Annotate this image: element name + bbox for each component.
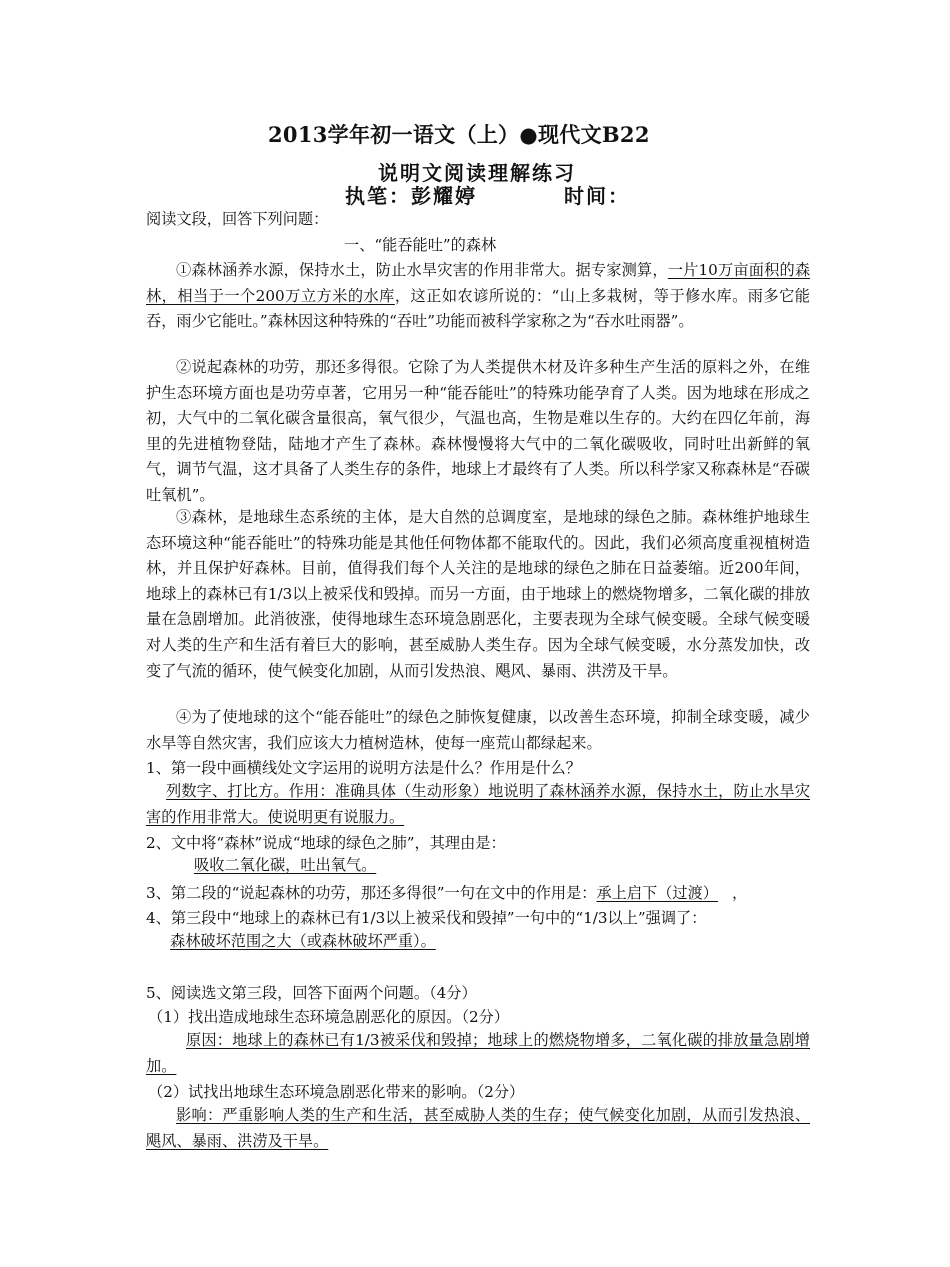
answer-1: 列数字、打比方。作用：准确具体（生动形象）地说明了森林涵养水源，保持水土，防止水旱灾害的作用非常大。使说明更有说服力。 — [146, 782, 810, 826]
answer-4: 森林破坏范围之大（或森林破坏严重）。 — [170, 932, 436, 950]
answer-5-part-2: 影响：严重影响人类的生产和生活，甚至威胁人类的生存；使气候变化加剧，从而引发热浪、飓风、暴雨、洪涝及干旱。 — [146, 1106, 810, 1150]
article-paragraph-4: ④为了使地球的这个“能吞能吐”的绿色之肺恢复健康，以改善生态环境，抑制全球变暖，减少水旱等自然灾害，我们应该大力植树造林，使每一座荒山都绿起来。 — [146, 708, 810, 752]
question-1: 1、第一段中画横线处文字运用的说明方法是什么？作用是什么？ — [146, 759, 581, 777]
answer-5-part-1: 原因：地球上的森林已有1/3被采伐和毁掉；地球上的燃烧物增多，二氧化碳的排放量急剧增加。 — [146, 1031, 810, 1075]
instruction-text: 阅读文段，回答下列问题： — [146, 210, 329, 228]
answer-2: 吸收二氧化碳，吐出氧气。 — [194, 856, 377, 874]
question-3: 3、第二段的“说起森林的功劳，那还多得很”一句在文中的作用是：承上启下（过渡） ， — [146, 884, 748, 902]
answer-3: 承上启下（过渡） — [596, 884, 718, 902]
time-label: 时间： — [564, 184, 630, 208]
question-5-part-1: （1）找出造成地球生态环境急剧恶化的原因。（2分） — [148, 1008, 510, 1026]
worksheet-subtitle: 说明文阅读理解练习 — [378, 161, 576, 185]
worksheet-title: 2013学年初一语文（上）●现代文B22 — [268, 122, 650, 147]
article-heading: 一、“能吞能吐”的森林 — [344, 236, 497, 254]
article-paragraph-3: ③森林，是地球生态系统的主体，是大自然的总调度室，是地球的绿色之肺。森林维护地球生态环境这种“能吞能吐”的特殊功能是其他任何物体都不能取代的。因此，我们必须高度重视植树造林，并且保护好森林。目前，值得我们每个人关注的是地球的绿色之肺在日益萎缩。近200年间，地球上的森林已有1/3以上被采伐和毁掉。而另一方面，由于地球上的燃烧物增多，二氧化碳的排放量在急剧增加。此消彼涨，使得地球生态环境急剧恶化，主要表现为全球气候变暖。全球气候变暖对人类的生产和生活有着巨大的影响，甚至威胁人类生存。因为全球气候变暖，水分蒸发加快，改变了气流的循环，使气候变化加剧，从而引发热浪、飓风、暴雨、洪涝及干旱。 — [146, 508, 810, 680]
article-paragraph-2: ②说起森林的功劳，那还多得很。它除了为人类提供木材及许多种生产生活的原料之外，在维护生态环境方面也是功劳卓著，它用另一种“能吞能吐”的特殊功能孕育了人类。因为地球在形成之初，大气中的二氧化碳含量很高，氧气很少，气温也高，生物是难以生存的。大约在四亿年前，海里的先进植物登陆，陆地才产生了森林。森林慢慢将大气中的二氧化碳吸收，同时吐出新鲜的氧气，调节气温，这才具备了人类生存的条件，地球上才最终有了人类。所以科学家又称森林是“吞碳吐氧机”。 — [146, 358, 810, 504]
underlined-phrase: 一片10万亩面积的森林，相当于一个200万立方米的水库 — [146, 261, 811, 305]
question-4: 4、第三段中“地球上的森林已有1/3以上被采伐和毁掉”一句中的“1/3以上”强调了： — [146, 909, 707, 927]
question-5-part-2: （2）试找出地球生态环境急剧恶化带来的影响。（2分） — [148, 1083, 525, 1101]
question-5: 5、阅读选文第三段，回答下面两个问题。（4分） — [146, 984, 477, 1002]
question-2: 2、文中将“森林”说成“地球的绿色之肺”，其理由是： — [146, 834, 506, 852]
article-paragraph-1: ①森林涵养水源，保持水土，防止水旱灾害的作用非常大。据专家测算，一片10万亩面积的森林，相当于一个200万立方米的水库，这正如农谚所说的：“山上多栽树，等于修水库。雨多它能吞，雨少它能吐。”森林因这种特殊的“吞吐”功能而被科学家称之为“吞水吐雨器”。 — [146, 261, 811, 331]
author-label: 执笔：彭耀婷 — [345, 184, 477, 208]
